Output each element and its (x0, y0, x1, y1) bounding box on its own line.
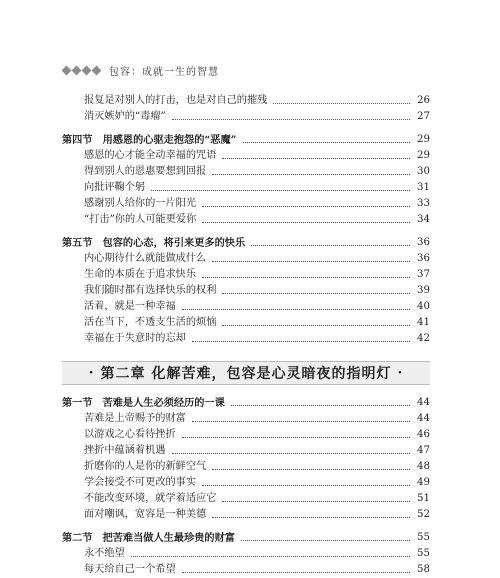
toc-section-row[interactable] (62, 530, 430, 546)
toc-entry-row[interactable] (62, 315, 430, 331)
entry-title: 活着，就是一种幸福 (84, 301, 176, 312)
dot-leader (202, 206, 410, 207)
dot-leader (243, 142, 410, 143)
dot-leader (192, 421, 410, 422)
entry-title: 不能改变环境，就学着适应它 (84, 493, 217, 504)
dot-leader (182, 437, 410, 438)
toc-entry-row[interactable] (62, 475, 430, 491)
dot-leader (202, 485, 410, 486)
section-number: 第一节 (62, 397, 93, 409)
dot-leader (222, 158, 410, 159)
chapter-number: 第二章 (100, 366, 146, 382)
entry-title: 内心期待什么就能做成什么 (84, 253, 207, 264)
dot-leader (151, 190, 410, 191)
toc-entry-row[interactable] (62, 267, 430, 283)
page-number: 51 (417, 493, 430, 504)
entry-title: 学会接受不可更改的事实 (84, 477, 197, 488)
toc-top-list (62, 93, 430, 347)
page-number: 52 (417, 509, 430, 520)
section-title: 苦难是人生必须经历的一课 (102, 397, 225, 409)
dot-leader (172, 119, 410, 120)
toc-entry-row[interactable] (62, 299, 430, 315)
toc-entry-row[interactable] (62, 331, 430, 347)
entry-title: “打击”你的人可能更爱你 (84, 214, 197, 225)
entry-title: 幸福在于失意时的忘却 (84, 333, 186, 344)
entry-title: 生命的本质在于追求快乐 (84, 269, 197, 280)
entry-title: 折磨你的人是你的新鲜空气 (84, 461, 207, 472)
toc-section-row[interactable] (62, 235, 430, 251)
page-number: 41 (417, 317, 430, 328)
toc-entry-row[interactable] (62, 109, 430, 125)
chapter-banner (62, 361, 430, 385)
entry-title: 报复是对别人的打击，也是对自己的摧残 (84, 95, 268, 106)
entry-title: 每天给自己一个希望 (84, 564, 176, 575)
page-number: 55 (417, 532, 430, 543)
entry-title: 永不绝望 (84, 548, 125, 559)
section-title: 包容的心态，将引来更多的快乐 (102, 237, 246, 249)
page-number: 44 (417, 397, 430, 408)
toc-section-row[interactable] (62, 132, 430, 148)
toc-entry-row[interactable] (62, 411, 430, 427)
toc-entry-row[interactable] (62, 443, 430, 459)
page-number: 36 (417, 253, 430, 264)
page-number: 49 (417, 477, 430, 488)
entry-title: 我们随时都有选择快乐的权利 (84, 285, 217, 296)
page-number: 36 (417, 237, 430, 248)
page-number: 26 (417, 95, 430, 106)
dot-leader (202, 222, 410, 223)
entry-title: 感恩的心才能全动幸福的咒语 (84, 150, 217, 161)
page-number: 55 (417, 548, 430, 559)
toc-entry-row[interactable] (62, 196, 430, 212)
page-number: 39 (417, 285, 430, 296)
section-title: 用感恩的心驱走抱怨的“恶魔” (102, 134, 237, 146)
page-number: 37 (417, 269, 430, 280)
section-number: 第四节 (62, 134, 93, 146)
diamond-icon (82, 65, 92, 75)
dot-leader (212, 174, 410, 175)
toc-entry-row[interactable] (62, 507, 430, 523)
diamond-ornament (62, 67, 101, 74)
dot-leader (192, 341, 410, 342)
chapter-dot-left: · (88, 365, 95, 381)
table-of-contents (62, 93, 430, 578)
dot-leader (212, 469, 410, 470)
toc-entry-row[interactable] (62, 546, 430, 562)
page-number: 29 (417, 150, 430, 161)
toc-entry-row[interactable] (62, 427, 430, 443)
toc-entry-row[interactable] (62, 459, 430, 475)
entry-title: 挫折中蕴涵着机遇 (84, 445, 166, 456)
chapter-dot-right: · (397, 365, 404, 381)
page-number: 58 (417, 564, 430, 575)
toc-entry-row[interactable] (62, 164, 430, 180)
entry-title: 向批评鞠个躬 (84, 182, 146, 193)
dot-leader (131, 556, 410, 557)
page-number: 48 (417, 461, 430, 472)
book-title: 包容：成就一生的智慧 (109, 66, 219, 78)
entry-title: 面对嘲讽，宽容是一种美德 (84, 509, 207, 520)
dot-leader (241, 540, 410, 541)
dot-leader (273, 103, 410, 104)
toc-entry-row[interactable] (62, 283, 430, 299)
entry-title: 得到别人的恩惠要想到回报 (84, 166, 207, 177)
toc-entry-row[interactable] (62, 491, 430, 507)
toc-entry-row[interactable] (62, 180, 430, 196)
toc-bottom-list (62, 395, 430, 578)
entry-title: 以游戏之心看待挫折 (84, 429, 176, 440)
section-number: 第二节 (62, 532, 93, 544)
page-number: 33 (417, 198, 430, 209)
page-number: 42 (417, 333, 430, 344)
entry-title: 消灭嫉妒的“毒瘤” (84, 111, 166, 122)
page-number: 34 (417, 214, 430, 225)
dot-leader (212, 261, 410, 262)
toc-entry-row[interactable] (62, 148, 430, 164)
page-number: 31 (417, 182, 430, 193)
page-number: 44 (417, 413, 430, 424)
dot-leader (172, 453, 411, 454)
dot-leader (202, 277, 410, 278)
page-number: 40 (417, 301, 430, 312)
entry-title: 感谢别人给你的一片阳光 (84, 198, 197, 209)
running-header (62, 60, 430, 80)
dot-leader (222, 325, 410, 326)
section-number: 第五节 (62, 237, 93, 249)
toc-entry-row[interactable] (62, 93, 430, 109)
page-number: 27 (417, 111, 430, 122)
dot-leader (182, 309, 410, 310)
dot-leader (212, 517, 410, 518)
toc-entry-row[interactable] (62, 212, 430, 228)
toc-entry-row[interactable] (62, 251, 430, 267)
page-number: 29 (417, 134, 430, 145)
dot-leader (182, 572, 410, 573)
chapter-title: 化解苦难，包容是心灵暗夜的指明灯 (151, 366, 392, 382)
dot-leader (251, 245, 410, 246)
diamond-icon (92, 65, 102, 75)
diamond-icon (72, 65, 82, 75)
toc-section-row[interactable] (62, 395, 430, 411)
section-title: 把苦难当做人生最珍贵的财富 (102, 532, 235, 544)
entry-title: 活在当下，不透支生活的烦恼 (84, 317, 217, 328)
dot-leader (222, 501, 410, 502)
page-number: 46 (417, 429, 430, 440)
dot-leader (222, 293, 410, 294)
dot-leader (231, 405, 410, 406)
page-number: 47 (417, 445, 430, 456)
toc-entry-row[interactable] (62, 562, 430, 578)
diamond-icon (62, 65, 72, 75)
page-number: 30 (417, 166, 430, 177)
entry-title: 苦难是上帝赐予的财富 (84, 413, 186, 424)
